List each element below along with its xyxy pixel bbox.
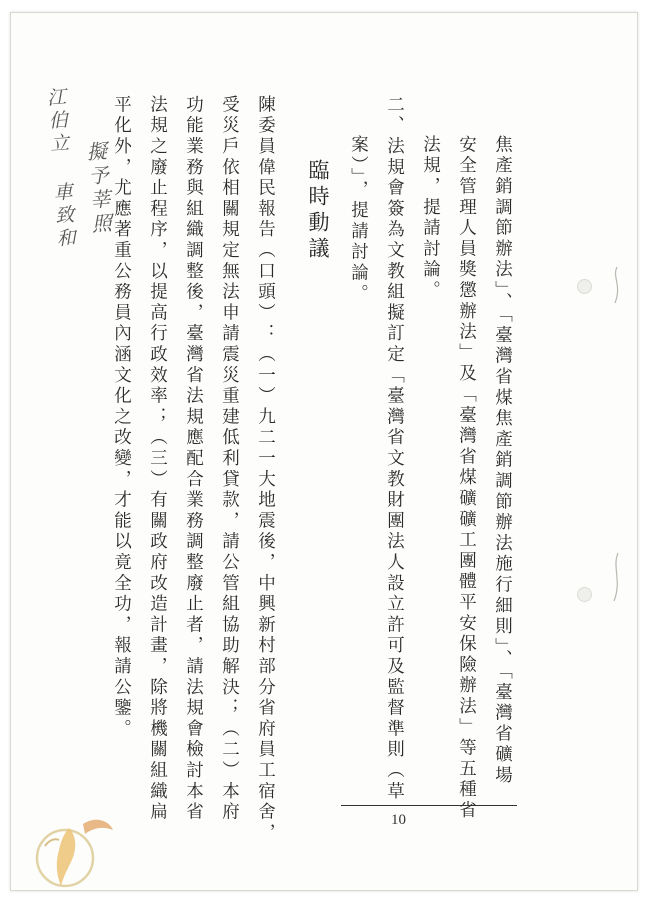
section-heading: 臨時動議 — [306, 159, 330, 263]
report-column-5: 平化外，尤應著重公務員內涵文化之改變，才能以竟全功，報請公鑒。 — [111, 95, 132, 740]
item-two-continuation: 案）」，提請討論。 — [348, 135, 369, 305]
edge-mark — [609, 265, 625, 305]
footer-rule — [341, 805, 517, 806]
handwritten-note-approval: 擬予莘照 — [82, 140, 114, 238]
text-column-1: 焦產銷調節辦法」、「臺灣省煤焦產銷調節辦法施行細則」、「臺灣省礦場 — [492, 135, 513, 787]
binding-hole-bottom — [577, 587, 592, 602]
page-number: 10 — [391, 812, 406, 828]
text-column-2: 安全管理人員獎懲辦法」及「臺灣省煤礦礦工團體平安保險辦法」等五種省 — [456, 135, 477, 822]
document-page — [10, 12, 638, 891]
text-column-3: 法規，提請討論。 — [420, 135, 441, 302]
item-two-column: 二、法規會簽為文教組擬訂定「臺灣省文教財團法人設立許可及監督準則（草 — [384, 95, 405, 803]
report-column-3: 功能業務與組織調整後，臺灣省法規應配合業務調整廢止者，請法規會檢討本省 — [183, 95, 204, 823]
archive-logo-icon — [25, 806, 117, 890]
report-column-1: 陳委員偉民報告（口頭）：（一）九二一大地震後，中興新村部分省府員工宿舍， — [255, 95, 276, 844]
handwritten-note-signatures: 江伯立 車致和 — [43, 86, 77, 252]
report-column-2: 受災戶依相關規定無法申請震災重建低利貸款，請公管組協助解決；（二）本府 — [219, 95, 240, 823]
binding-hole-top — [577, 279, 592, 294]
report-column-4: 法規之廢止程序，以提高行政效率；（三）有關政府改造計畫，除將機關組織扁 — [147, 95, 168, 823]
edge-mark — [609, 551, 625, 603]
